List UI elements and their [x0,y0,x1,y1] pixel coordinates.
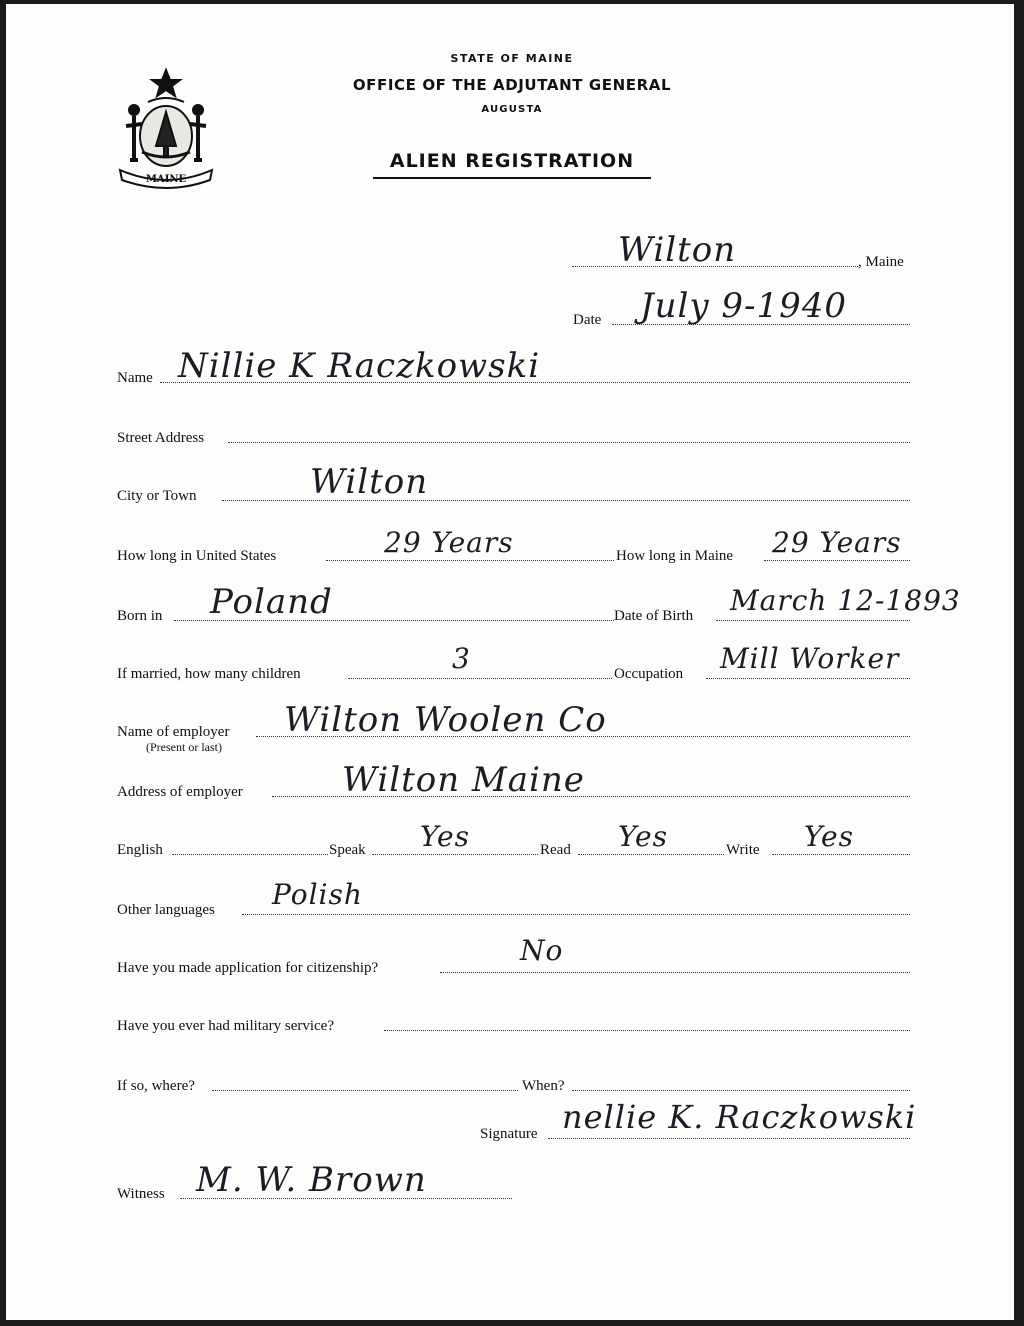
us-label: How long in United States [117,548,277,564]
speak-label: Speak [329,842,366,858]
witness-value: M. W. Brown [196,1160,427,1200]
children-row [0,642,1024,688]
dob-value: March 12-1893 [730,584,961,617]
page-title: ALIEN REGISTRATION [389,150,635,172]
write-label: Write [726,842,760,858]
street-row [0,412,1024,452]
read-line[interactable] [578,854,724,855]
born-value: Poland [210,582,333,622]
other-lang-line[interactable] [242,914,910,915]
born-label: Born in [117,608,163,624]
occupation-label: Occupation [614,666,684,682]
military-line[interactable] [384,1030,910,1031]
witness-label: Witness [117,1186,165,1202]
read-label: Read [540,842,571,858]
name-label: Name [117,370,153,386]
form-header [0,0,1024,200]
dob-label: Date of Birth [614,608,694,624]
military-row [0,1000,1024,1040]
other-lang-value: Polish [272,878,363,911]
header-state: STATE OF MAINE [450,52,574,65]
name-value: Nillie K Raczkowski [178,346,541,386]
where-label: If so, where? [117,1078,195,1094]
city-label: City or Town [117,488,197,504]
speak-value: Yes [420,820,470,853]
birth-row [0,582,1024,630]
date-label: Date [573,312,602,328]
city-value: Wilton [310,462,429,502]
read-value: Yes [618,820,668,853]
write-value: Yes [804,820,854,853]
citizenship-value: No [520,934,564,967]
header-city: AUGUSTA [481,104,543,115]
employer-row [0,700,1024,754]
emp-address-label: Address of employer [117,784,243,800]
children-line[interactable] [348,678,612,679]
children-label: If married, how many children [117,666,301,682]
date-value: July 9-1940 [640,286,848,326]
witness-row [0,1160,1024,1212]
state-seal-icon [112,66,220,190]
city-row [0,462,1024,510]
where-line[interactable] [212,1090,518,1091]
occupation-value: Mill Worker [720,642,900,675]
employer-value: Wilton Woolen Co [284,700,607,740]
maine-value: 29 Years [772,526,902,559]
citizenship-line[interactable] [440,972,910,973]
signature-value: nellie K. Raczkowski [562,1098,917,1136]
speak-line[interactable] [372,854,538,855]
signature-label: Signature [480,1126,538,1142]
emp-address-value: Wilton Maine [342,760,585,800]
signature-line[interactable] [548,1138,910,1139]
employer-label: Name of employer [117,724,230,740]
citizenship-row [0,934,1024,982]
emp-address-row [0,760,1024,806]
when-label: When? [522,1078,565,1094]
where-row [0,1060,1024,1100]
maine-label: How long in Maine [616,548,734,564]
title-underline [373,177,651,179]
maine-line[interactable] [764,560,910,561]
us-value: 29 Years [384,526,514,559]
us-line[interactable] [326,560,614,561]
when-line[interactable] [572,1090,910,1091]
write-line[interactable] [772,854,910,855]
date-row [0,286,1024,334]
town-value: Wilton [618,230,737,270]
citizenship-label: Have you made application for citizenship? [117,960,379,976]
employer-sublabel: (Present or last) [146,740,222,754]
town-row [0,230,1024,276]
town-suffix-label: , Maine [858,254,904,270]
signature-row [0,1098,1024,1150]
street-label: Street Address [117,430,205,446]
english-label: English [117,842,163,858]
residence-row [0,526,1024,570]
other-lang-row [0,878,1024,924]
occupation-line[interactable] [706,678,910,679]
seal-text: MAINE [145,174,187,185]
header-office: OFFICE OF THE ADJUTANT GENERAL [352,76,672,94]
english-line [172,854,328,855]
street-line[interactable] [228,442,910,443]
dob-line[interactable] [716,620,910,621]
other-lang-label: Other languages [117,902,215,918]
children-value: 3 [452,642,471,675]
english-row [0,820,1024,864]
military-label: Have you ever had military service? [117,1018,334,1034]
name-row [0,346,1024,392]
